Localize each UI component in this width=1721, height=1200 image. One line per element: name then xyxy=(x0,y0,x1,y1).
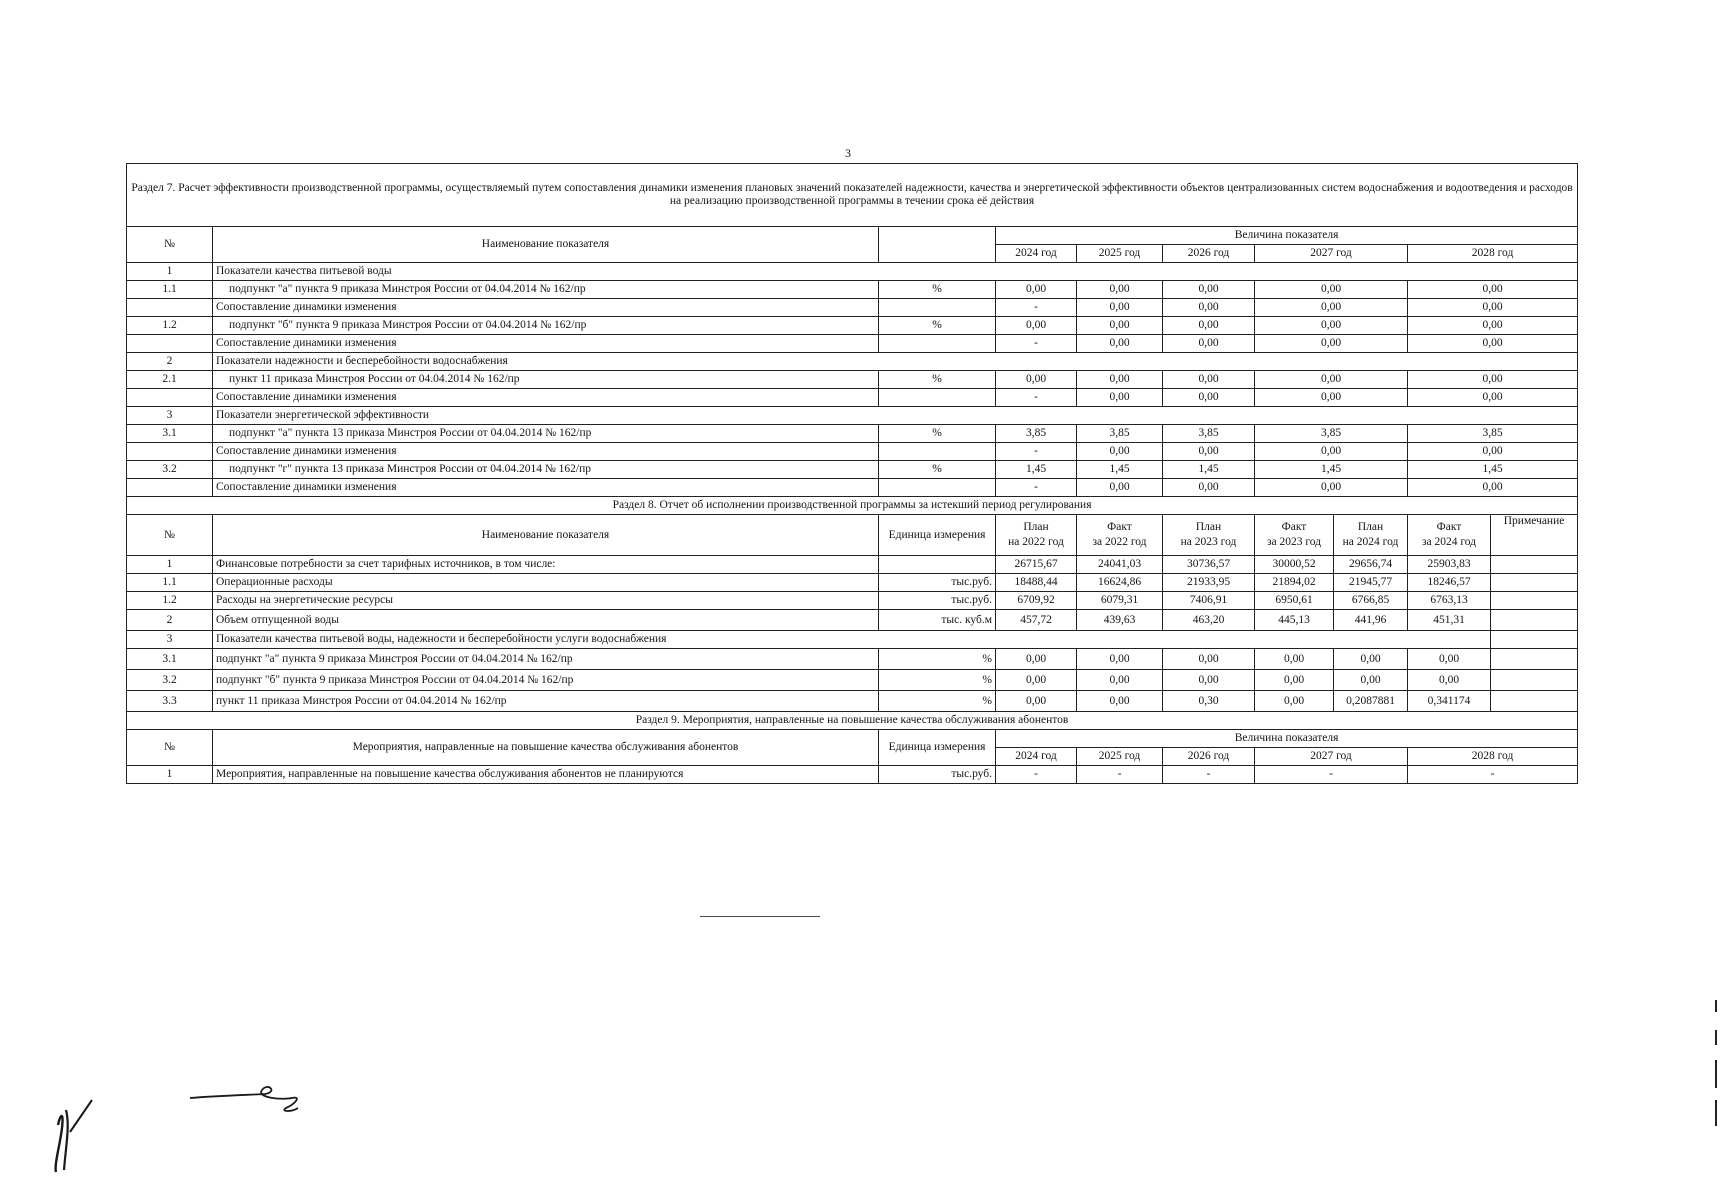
row-value: 6950,61 xyxy=(1255,592,1334,610)
row-value: 0,00 xyxy=(1163,649,1255,670)
row-value: 0,00 xyxy=(1077,443,1163,461)
row-name: Расходы на энергетические ресурсы xyxy=(213,592,879,610)
row-unit: тыс.руб. xyxy=(879,574,996,592)
row-note xyxy=(1491,649,1578,670)
row-unit: % xyxy=(879,281,996,299)
row-value: 1,45 xyxy=(1255,461,1408,479)
row-num: 3.3 xyxy=(127,691,213,712)
row-value: 30000,52 xyxy=(1255,556,1334,574)
row-unit xyxy=(879,335,996,353)
row-value: 7406,91 xyxy=(1163,592,1255,610)
row-name: пункт 11 приказа Минстроя России от 04.04.2014 № 162/пр xyxy=(213,371,879,389)
page-number: 3 xyxy=(845,146,851,160)
table-row xyxy=(127,461,1578,479)
row-name: Финансовые потребности за счет тарифных источников, в том числе: xyxy=(213,556,879,574)
row-value: 441,96 xyxy=(1334,610,1408,631)
row-note xyxy=(1491,631,1578,649)
row-value: 0,341174 xyxy=(1408,691,1491,712)
table-row xyxy=(127,712,1578,730)
row-num: 1.1 xyxy=(127,574,213,592)
row-name: Мероприятия, направленные на повышение качества обслуживания абонентов не планируются xyxy=(213,766,879,784)
row-unit xyxy=(879,443,996,461)
row-unit xyxy=(879,479,996,497)
row-value: 18488,44 xyxy=(996,574,1077,592)
col-header-num: № xyxy=(127,515,213,556)
row-num xyxy=(127,443,213,461)
row-value: 0,00 xyxy=(1255,389,1408,407)
row-value: - xyxy=(1408,766,1578,784)
table-row xyxy=(127,556,1578,574)
table-row xyxy=(127,389,1578,407)
row-name: Сопоставление динамики изменения xyxy=(213,335,879,353)
row-num xyxy=(127,479,213,497)
col-header-num: № xyxy=(127,227,213,263)
table-row xyxy=(127,299,1578,317)
row-value: 0,00 xyxy=(1334,670,1408,691)
row-name: подпункт "г" пункта 13 приказа Минстроя России от 04.04.2014 № 162/пр xyxy=(213,461,879,479)
col-header-num: № xyxy=(127,730,213,766)
row-value: 0,00 xyxy=(996,649,1077,670)
row-value: - xyxy=(1163,766,1255,784)
row-value: 0,00 xyxy=(1163,443,1255,461)
row-value: 0,00 xyxy=(1077,670,1163,691)
col-header-year: 2028 год xyxy=(1408,748,1578,766)
row-value: 24041,03 xyxy=(1077,556,1163,574)
separator-line xyxy=(700,916,820,917)
row-value: - xyxy=(996,335,1077,353)
row-value: 0,00 xyxy=(996,317,1077,335)
row-value: 0,00 xyxy=(1077,371,1163,389)
row-value: 0,00 xyxy=(1077,281,1163,299)
row-value: 18246,57 xyxy=(1408,574,1491,592)
row-value: 0,00 xyxy=(1163,670,1255,691)
col-header-period xyxy=(1077,515,1163,556)
row-value: 29656,74 xyxy=(1334,556,1408,574)
row-value: 0,00 xyxy=(1163,281,1255,299)
row-num: 1.2 xyxy=(127,592,213,610)
row-num: 3.1 xyxy=(127,649,213,670)
row-num: 3.1 xyxy=(127,425,213,443)
row-value: 0,00 xyxy=(1163,389,1255,407)
table-row xyxy=(127,592,1578,610)
row-value: 0,00 xyxy=(1077,317,1163,335)
col-header-name: Наименование показателя xyxy=(213,227,879,263)
row-num: 1.2 xyxy=(127,317,213,335)
row-name: Сопоставление динамики изменения xyxy=(213,389,879,407)
row-value: 3,85 xyxy=(1408,425,1578,443)
table-row xyxy=(127,335,1578,353)
col-header-period xyxy=(1334,515,1408,556)
row-value: 6079,31 xyxy=(1077,592,1163,610)
row-note xyxy=(1491,574,1578,592)
row-value: 3,85 xyxy=(996,425,1077,443)
row-value: 0,00 xyxy=(1408,281,1578,299)
row-value: 0,00 xyxy=(996,691,1077,712)
col-header-year: 2028 год xyxy=(1408,245,1578,263)
row-group-name: Показатели надежности и бесперебойности водоснабжения xyxy=(213,353,1578,371)
col-header-group: Величина показателя xyxy=(996,730,1578,748)
row-value: 0,00 xyxy=(1408,479,1578,497)
row-value: 439,63 xyxy=(1077,610,1163,631)
col-header-period xyxy=(1255,515,1334,556)
row-value: 0,30 xyxy=(1163,691,1255,712)
row-value: 1,45 xyxy=(1163,461,1255,479)
row-num: 1 xyxy=(127,263,213,281)
row-unit: тыс.руб. xyxy=(879,766,996,784)
report-table xyxy=(126,163,1578,784)
row-value: 0,00 xyxy=(1077,649,1163,670)
row-num: 3 xyxy=(127,407,213,425)
row-value: 0,00 xyxy=(1255,479,1408,497)
col-header-name: Мероприятия, направленные на повышение качества обслуживания абонентов xyxy=(213,730,879,766)
row-value: 0,00 xyxy=(1408,389,1578,407)
row-num xyxy=(127,389,213,407)
row-num: 2 xyxy=(127,353,213,371)
row-unit: % xyxy=(879,670,996,691)
col-header-year: 2024 год xyxy=(996,245,1077,263)
row-group-name: Показатели качества питьевой воды xyxy=(213,263,1578,281)
table-row xyxy=(127,515,1578,556)
col-header-period-line2: на 2022 год xyxy=(1008,536,1064,548)
table-row xyxy=(127,497,1578,515)
row-name: Операционные расходы xyxy=(213,574,879,592)
row-num xyxy=(127,335,213,353)
row-num xyxy=(127,299,213,317)
row-unit: % xyxy=(879,461,996,479)
row-name: пункт 11 приказа Минстроя России от 04.04.2014 № 162/пр xyxy=(213,691,879,712)
row-value: - xyxy=(996,479,1077,497)
row-value: 0,00 xyxy=(1408,670,1491,691)
row-group-name: Показатели энергетической эффективности xyxy=(213,407,1578,425)
row-num: 3 xyxy=(127,631,213,649)
row-unit: тыс.руб. xyxy=(879,592,996,610)
row-value: 0,00 xyxy=(1408,649,1491,670)
row-note xyxy=(1491,610,1578,631)
row-value: 21894,02 xyxy=(1255,574,1334,592)
row-value: 0,00 xyxy=(1255,649,1334,670)
col-header-year: 2025 год xyxy=(1077,245,1163,263)
row-num: 1 xyxy=(127,556,213,574)
col-header-period-line2: за 2024 год xyxy=(1421,536,1477,548)
row-value: 0,00 xyxy=(1408,317,1578,335)
row-value: 1,45 xyxy=(1408,461,1578,479)
row-value: 0,00 xyxy=(1255,691,1334,712)
row-value: 0,00 xyxy=(996,281,1077,299)
col-header-year: 2027 год xyxy=(1255,245,1408,263)
row-value: 0,00 xyxy=(1408,335,1578,353)
row-num: 3.2 xyxy=(127,461,213,479)
row-value: 0,00 xyxy=(1255,371,1408,389)
col-header-period-line1: Факт xyxy=(1281,521,1307,533)
row-value: 0,00 xyxy=(1163,299,1255,317)
row-value: 0,00 xyxy=(1077,299,1163,317)
col-header-unit: Единица измерения xyxy=(879,730,996,766)
table-row xyxy=(127,631,1578,649)
row-value: 0,00 xyxy=(1077,389,1163,407)
row-group-name: Показатели качества питьевой воды, надежности и бесперебойности услуги водоснабжения xyxy=(213,631,1491,649)
row-value: 6763,13 xyxy=(1408,592,1491,610)
col-header-year: 2027 год xyxy=(1255,748,1408,766)
section-9-title: Раздел 9. Мероприятия, направленные на повышение качества обслуживания абонентов xyxy=(127,712,1578,730)
row-name: подпункт "а" пункта 13 приказа Минстроя России от 04.04.2014 № 162/пр xyxy=(213,425,879,443)
row-value: - xyxy=(996,389,1077,407)
table-row xyxy=(127,649,1578,670)
row-value: 0,00 xyxy=(1408,299,1578,317)
row-value: 30736,57 xyxy=(1163,556,1255,574)
row-value: 16624,86 xyxy=(1077,574,1163,592)
row-unit xyxy=(879,299,996,317)
row-value: 457,72 xyxy=(996,610,1077,631)
row-unit: % xyxy=(879,371,996,389)
row-value: 445,13 xyxy=(1255,610,1334,631)
row-value: 0,00 xyxy=(1255,317,1408,335)
row-num: 3.2 xyxy=(127,670,213,691)
row-name: Объем отпущенной воды xyxy=(213,610,879,631)
row-value: 0,00 xyxy=(1334,649,1408,670)
table-row xyxy=(127,766,1578,784)
row-value: 0,2087881 xyxy=(1334,691,1408,712)
section-7-title: Раздел 7. Расчет эффективности производственной программы, осуществляемый путем сопоставления динамики изменения плановых значений показателей надежности, качества и энергетической эффективности объектов централизованных систем водоснабжения и водоотведения и расходов на реализацию производственной программы в течении срока её действия xyxy=(127,164,1578,227)
row-unit: % xyxy=(879,317,996,335)
row-value: 0,00 xyxy=(1255,670,1334,691)
row-unit: % xyxy=(879,425,996,443)
row-value: 6766,85 xyxy=(1334,592,1408,610)
row-num: 2.1 xyxy=(127,371,213,389)
col-header-period-line2: за 2023 год xyxy=(1266,536,1322,548)
row-name: Сопоставление динамики изменения xyxy=(213,479,879,497)
row-name: Сопоставление динамики изменения xyxy=(213,299,879,317)
row-value: 0,00 xyxy=(1163,479,1255,497)
table-row xyxy=(127,574,1578,592)
col-header-note: Примечание xyxy=(1491,515,1578,556)
row-value: 21945,77 xyxy=(1334,574,1408,592)
col-header-unit xyxy=(879,227,996,263)
row-value: 3,85 xyxy=(1255,425,1408,443)
row-name: Сопоставление динамики изменения xyxy=(213,443,879,461)
row-value: 451,31 xyxy=(1408,610,1491,631)
col-header-period-line1: План xyxy=(1023,521,1049,533)
row-name: подпункт "б" пункта 9 приказа Минстроя России от 04.04.2014 № 162/пр xyxy=(213,670,879,691)
handwritten-signatures xyxy=(40,1070,320,1180)
row-name: подпункт "б" пункта 9 приказа Минстроя России от 04.04.2014 № 162/пр xyxy=(213,317,879,335)
col-header-period xyxy=(1163,515,1255,556)
row-value: 0,00 xyxy=(1255,443,1408,461)
table-row xyxy=(127,407,1578,425)
row-name: подпункт "а" пункта 9 приказа Минстроя России от 04.04.2014 № 162/пр xyxy=(213,281,879,299)
row-value: - xyxy=(996,443,1077,461)
row-value: - xyxy=(996,299,1077,317)
row-unit: % xyxy=(879,649,996,670)
row-value: 0,00 xyxy=(996,371,1077,389)
row-value: - xyxy=(1077,766,1163,784)
row-value: 0,00 xyxy=(1077,479,1163,497)
row-unit: тыс. куб.м xyxy=(879,610,996,631)
row-note xyxy=(1491,592,1578,610)
table-row xyxy=(127,263,1578,281)
col-header-period-line2: на 2024 год xyxy=(1342,536,1399,548)
row-num: 1 xyxy=(127,766,213,784)
row-value: 0,00 xyxy=(1077,335,1163,353)
col-header-unit: Единица измерения xyxy=(879,515,996,556)
row-unit xyxy=(879,556,996,574)
table-row xyxy=(127,479,1578,497)
row-note xyxy=(1491,670,1578,691)
col-header-year: 2025 год xyxy=(1077,748,1163,766)
col-header-year: 2024 год xyxy=(996,748,1077,766)
col-header-period xyxy=(1408,515,1491,556)
table-row xyxy=(127,281,1578,299)
table-row xyxy=(127,227,1578,245)
row-value: 1,45 xyxy=(1077,461,1163,479)
row-unit: % xyxy=(879,691,996,712)
table-row xyxy=(127,670,1578,691)
row-value: 25903,83 xyxy=(1408,556,1491,574)
edge-scan-marks xyxy=(1715,1000,1718,1130)
row-value: - xyxy=(1255,766,1408,784)
row-value: 0,00 xyxy=(1163,371,1255,389)
col-header-group: Величина показателя xyxy=(996,227,1578,245)
table-row xyxy=(127,317,1578,335)
row-value: 3,85 xyxy=(1163,425,1255,443)
col-header-year: 2026 год xyxy=(1163,748,1255,766)
row-value: 0,00 xyxy=(1408,371,1578,389)
row-unit xyxy=(879,389,996,407)
row-value: 0,00 xyxy=(1255,281,1408,299)
row-note xyxy=(1491,556,1578,574)
row-value: 0,00 xyxy=(1163,335,1255,353)
table-row xyxy=(127,164,1578,227)
table-row xyxy=(127,443,1578,461)
row-value: 0,00 xyxy=(1163,317,1255,335)
row-value: 0,00 xyxy=(1408,443,1578,461)
table-row xyxy=(127,425,1578,443)
col-header-period-line1: Факт xyxy=(1436,521,1462,533)
table-row xyxy=(127,610,1578,631)
row-value: 26715,67 xyxy=(996,556,1077,574)
col-header-period-line1: Факт xyxy=(1107,521,1132,533)
col-header-year: 2026 год xyxy=(1163,245,1255,263)
row-value: 3,85 xyxy=(1077,425,1163,443)
row-value: 0,00 xyxy=(1255,335,1408,353)
row-value: 0,00 xyxy=(1255,299,1408,317)
col-header-period-line1: План xyxy=(1357,521,1384,533)
col-header-period-line1: План xyxy=(1195,521,1222,533)
table-row xyxy=(127,691,1578,712)
table-row xyxy=(127,371,1578,389)
col-header-name: Наименование показателя xyxy=(213,515,879,556)
section-8-title: Раздел 8. Отчет об исполнении производственной программы за истекший период регулирования xyxy=(127,497,1578,515)
table-row xyxy=(127,730,1578,748)
row-value: - xyxy=(996,766,1077,784)
row-value: 0,00 xyxy=(996,670,1077,691)
table-row xyxy=(127,353,1578,371)
col-header-period-line2: за 2022 год xyxy=(1092,536,1147,548)
row-value: 6709,92 xyxy=(996,592,1077,610)
row-name: подпункт "а" пункта 9 приказа Минстроя России от 04.04.2014 № 162/пр xyxy=(213,649,879,670)
row-value: 0,00 xyxy=(1077,691,1163,712)
row-note xyxy=(1491,691,1578,712)
row-value: 21933,95 xyxy=(1163,574,1255,592)
row-value: 463,20 xyxy=(1163,610,1255,631)
row-num: 2 xyxy=(127,610,213,631)
col-header-period xyxy=(996,515,1077,556)
row-num: 1.1 xyxy=(127,281,213,299)
col-header-period-line2: на 2023 год xyxy=(1180,536,1237,548)
row-value: 1,45 xyxy=(996,461,1077,479)
